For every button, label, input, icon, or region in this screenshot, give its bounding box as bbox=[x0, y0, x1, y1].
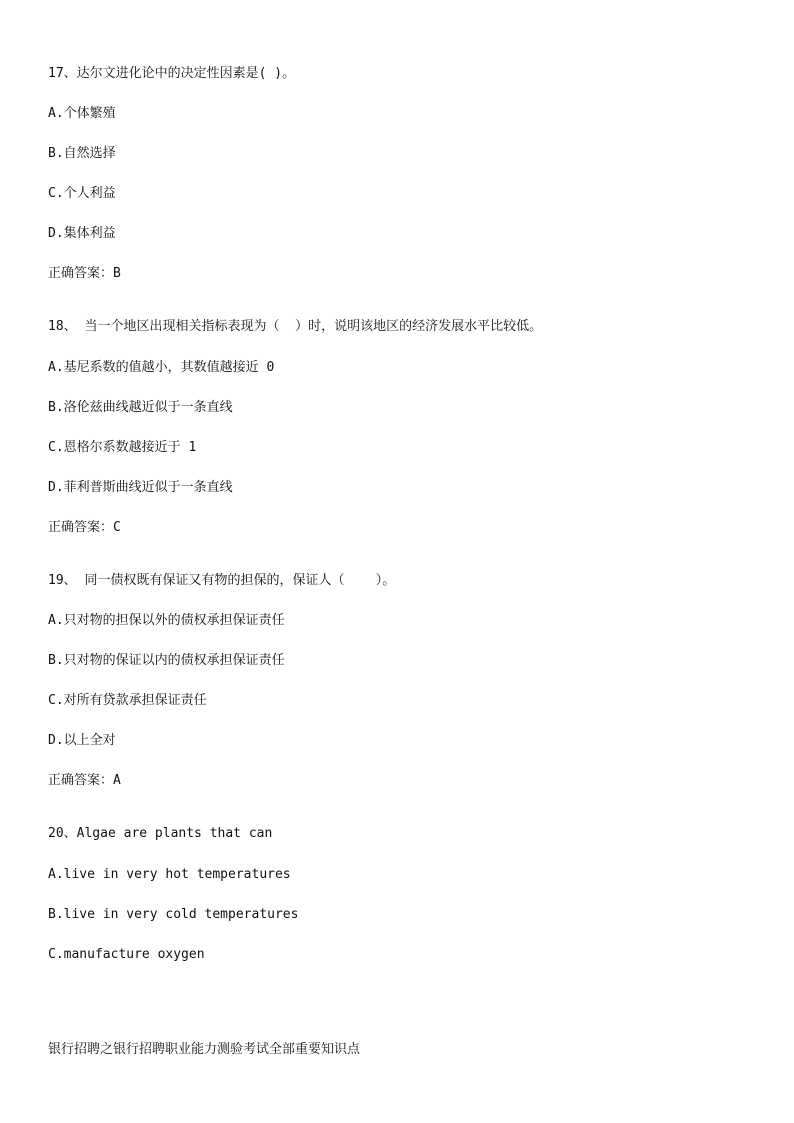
question-17-answer: 正确答案：B bbox=[48, 266, 121, 281]
question-17-option-b: B.自然选择 bbox=[48, 146, 116, 161]
question-18-stem: 18、 当一个地区出现相关指标表现为（ ）时，说明该地区的经济发展水平比较低。 bbox=[48, 319, 543, 334]
question-19-option-b: B.只对物的保证以内的债权承担保证责任 bbox=[48, 653, 285, 668]
question-18-answer: 正确答案：C bbox=[48, 520, 121, 535]
question-20-option-a: A.live in very hot temperatures bbox=[48, 867, 291, 882]
question-20-option-b: B.live in very cold temperatures bbox=[48, 907, 299, 922]
question-17-option-d: D.集体利益 bbox=[48, 226, 116, 241]
question-17-option-a: A.个体繁殖 bbox=[48, 106, 116, 121]
question-18-option-a: A.基尼系数的值越小，其数值越接近 0 bbox=[48, 360, 275, 375]
question-19-stem: 19、 同一债权既有保证又有物的担保的，保证人（ ）。 bbox=[48, 573, 396, 588]
question-19-answer: 正确答案：A bbox=[48, 773, 121, 788]
question-18-option-b: B.洛伦兹曲线越近似于一条直线 bbox=[48, 400, 233, 415]
question-20-stem: 20、Algae are plants that can bbox=[48, 826, 273, 841]
question-19-option-c: C.对所有贷款承担保证责任 bbox=[48, 693, 207, 708]
question-17-option-c: C.个人利益 bbox=[48, 186, 116, 201]
question-20-option-c: C.manufacture oxygen bbox=[48, 947, 205, 962]
question-17-stem: 17、达尔文进化论中的决定性因素是( )。 bbox=[48, 66, 296, 81]
question-18-option-c: C.恩格尔系数越接近于 1 bbox=[48, 440, 197, 455]
question-18-option-d: D.菲利普斯曲线近似于一条直线 bbox=[48, 480, 233, 495]
page-footer-title: 银行招聘之银行招聘职业能力测验考试全部重要知识点 bbox=[48, 1042, 361, 1057]
question-19-option-d: D.以上全对 bbox=[48, 733, 116, 748]
question-19-option-a: A.只对物的担保以外的债权承担保证责任 bbox=[48, 613, 285, 628]
